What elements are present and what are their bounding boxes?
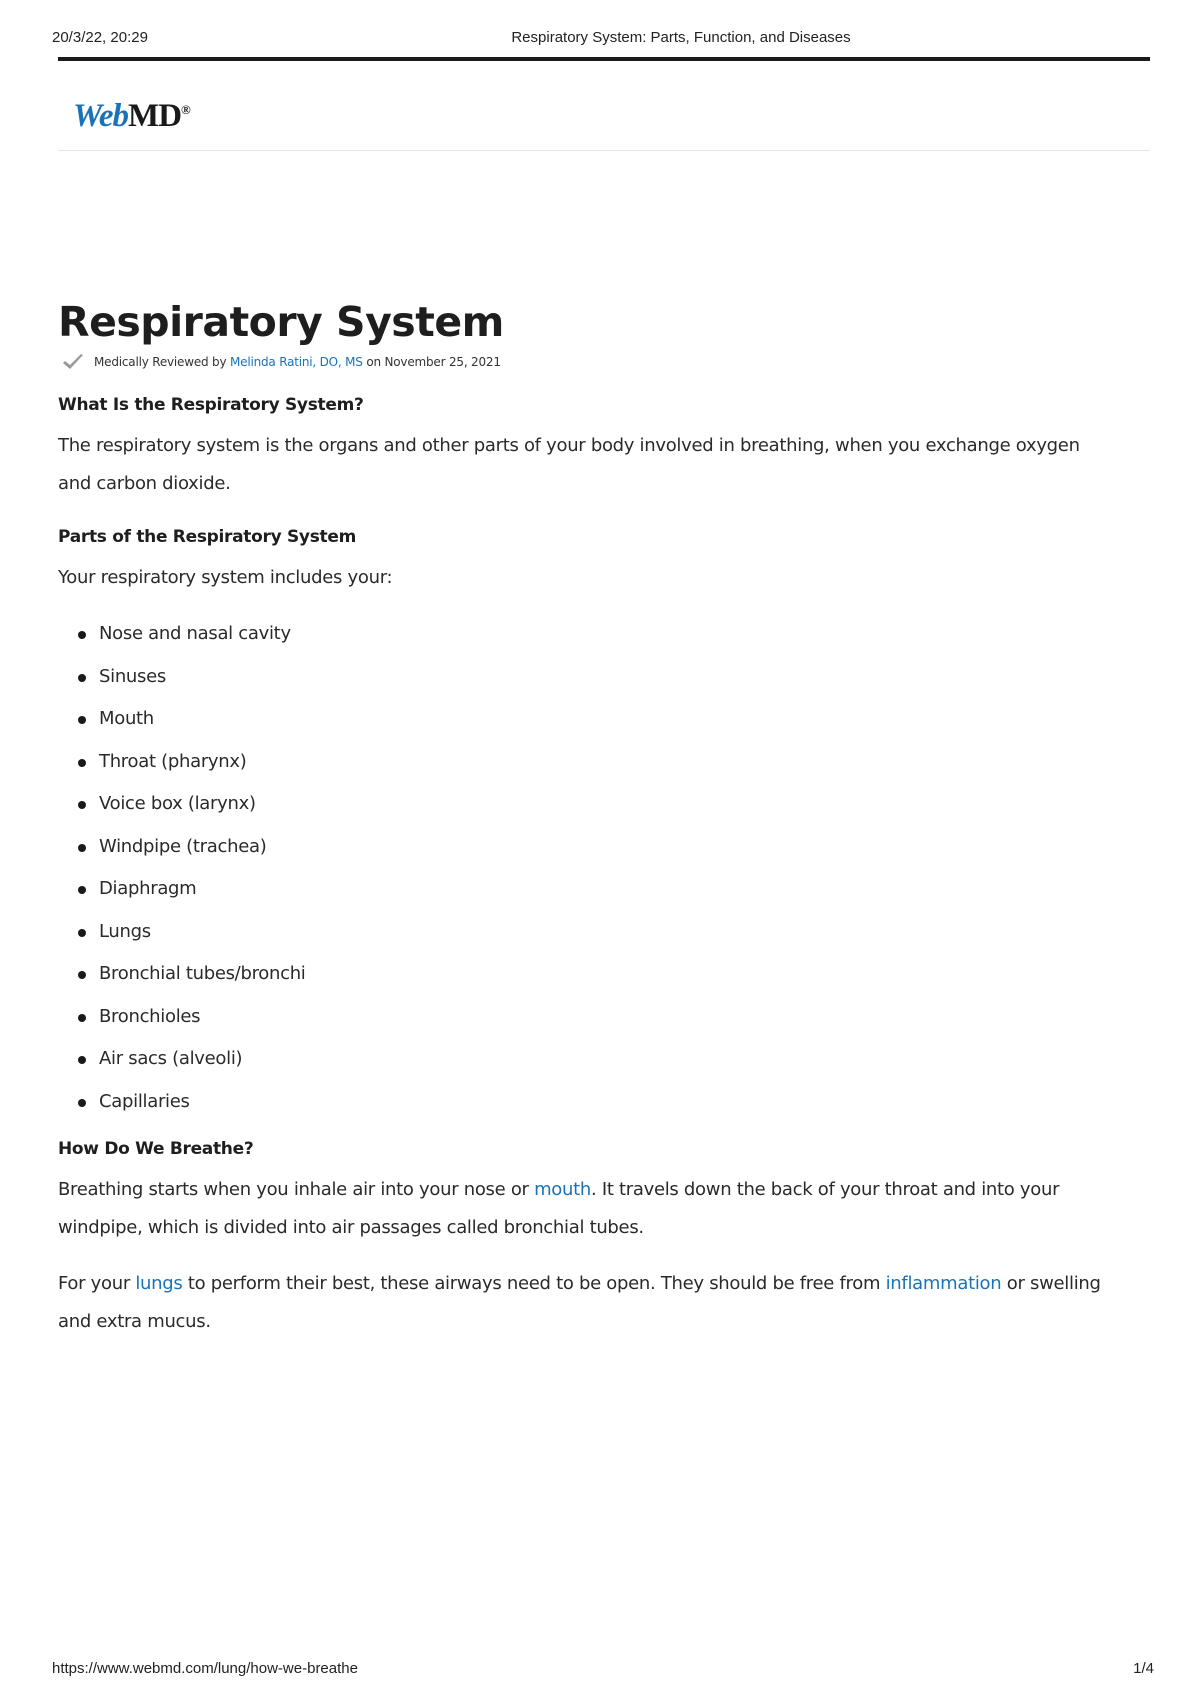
review-date: on November 25, 2021 [366, 355, 501, 370]
list-item: Windpipe (trachea) [58, 826, 1118, 869]
text-segment: or swelling and extra mucus. [58, 1273, 1101, 1333]
list-item: Bronchial tubes/bronchi [58, 953, 1118, 996]
article [58, 300, 1118, 1341]
text-segment: Breathing starts when you inhale air into your nose or [58, 1179, 535, 1201]
text-segment: to perform their best, these airways need to be open. They should be free from [182, 1273, 886, 1295]
logo-md-text: MD [128, 98, 182, 134]
list-item: Diaphragm [58, 868, 1118, 911]
list-item: Bronchioles [58, 996, 1118, 1039]
webmd-logo[interactable] [73, 100, 190, 133]
parts-list [58, 613, 1118, 1123]
list-item: Voice box (larynx) [58, 783, 1118, 826]
review-prefix: Medically Reviewed by [94, 355, 227, 370]
list-item: Mouth [58, 698, 1118, 741]
header-divider [58, 57, 1150, 61]
logo-web-text: Web [73, 98, 129, 134]
section-intro-parts: Your respiratory system includes your: [58, 567, 393, 589]
list-item: Air sacs (alveoli) [58, 1038, 1118, 1081]
section-body-breathe-1 [58, 1171, 1118, 1247]
list-item: Capillaries [58, 1081, 1118, 1124]
article-title: Respiratory System [58, 298, 504, 346]
review-byline [58, 353, 1118, 371]
list-item: Throat (pharynx) [58, 741, 1118, 784]
text-segment: . It travels down the back of your throat and into your windpipe, which is divided into air passages called bronchial tubes. [58, 1179, 1060, 1239]
section-heading-breathe: How Do We Breathe? [58, 1139, 254, 1160]
list-item: Lungs [58, 911, 1118, 954]
mouth-link[interactable]: mouth [534, 1179, 591, 1201]
print-page-number: 1/4 [1133, 1660, 1154, 1677]
print-footer-url: https://www.webmd.com/lung/how-we-breathe [52, 1660, 358, 1677]
list-item: Sinuses [58, 656, 1118, 699]
reviewer-link[interactable]: Melinda Ratini, DO, MS [230, 355, 363, 370]
check-icon [62, 353, 84, 371]
section-body-what-is: The respiratory system is the organs and other parts of your body involved in breathing, when you exchange oxygen and carbon dioxide. [58, 435, 1080, 495]
section-heading-what-is: What Is the Respiratory System? [58, 395, 364, 416]
logo-registered-mark: ® [181, 102, 190, 117]
logo-divider [58, 150, 1150, 151]
section-body-breathe-2 [58, 1265, 1118, 1341]
list-item: Nose and nasal cavity [58, 613, 1118, 656]
lungs-link[interactable]: lungs [135, 1273, 183, 1295]
text-segment: For your [58, 1273, 136, 1295]
section-heading-parts: Parts of the Respiratory System [58, 527, 356, 548]
inflammation-link[interactable]: inflammation [885, 1273, 1002, 1295]
print-page-title: Respiratory System: Parts, Function, and Diseases [511, 29, 851, 46]
print-datetime: 20/3/22, 20:29 [52, 29, 148, 46]
